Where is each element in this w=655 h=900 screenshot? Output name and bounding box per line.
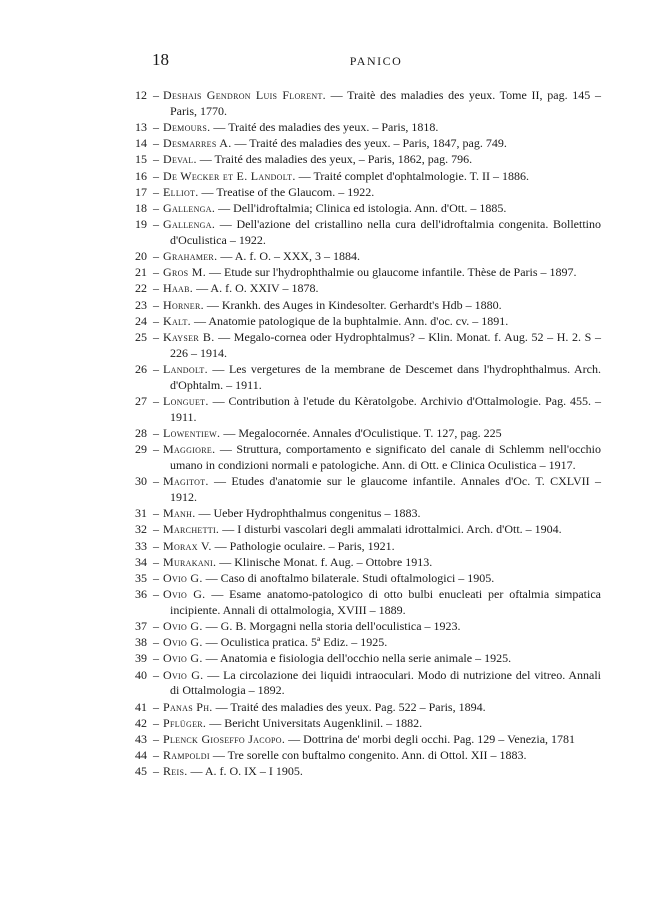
reference-item — [135, 732, 601, 748]
reference-number: 22 — [135, 281, 147, 296]
reference-author: Haab. — [163, 281, 194, 296]
reference-dash: – — [153, 442, 159, 457]
reference-author: Landolt. — [163, 362, 208, 377]
reference-number: 35 — [135, 570, 147, 585]
reference-text: — Dell'idroftalmia; Clinica ed istologia. Ann. d'Ott. – 1885. — [215, 200, 507, 215]
reference-text: — Klinische Monat. f. Aug. – Ottobre 1913. — [216, 554, 433, 569]
reference-text: — Traité des maladies des yeux. – Paris, 1847, pag. 749. — [231, 136, 507, 151]
reference-dash: – — [153, 538, 159, 553]
reference-dash: – — [153, 587, 159, 602]
reference-number: 17 — [135, 184, 147, 199]
reference-dash: – — [153, 200, 159, 215]
reference-dash: – — [153, 249, 159, 264]
reference-text: — Contribution à l'etude du Kèratolgobe. Archivio d'Ottalmologie. Pag. 455. – 1911. — [170, 394, 601, 424]
reference-number: 14 — [135, 136, 147, 151]
reference-number: 45 — [135, 764, 147, 779]
reference-dash: – — [153, 217, 159, 232]
reference-item — [135, 539, 601, 555]
reference-dash: – — [153, 570, 159, 585]
reference-dash: – — [153, 425, 159, 440]
page-number: 18 — [152, 50, 169, 69]
reference-item — [135, 748, 601, 764]
reference-author: Magitot. — [163, 474, 209, 489]
reference-author: Demours. — [163, 119, 211, 134]
reference-author: Lowentiew. — [163, 425, 221, 440]
reference-dash: – — [153, 119, 159, 134]
reference-number: 19 — [135, 217, 147, 232]
reference-number: 25 — [135, 330, 147, 345]
reference-author: Gallenga. — [163, 200, 216, 215]
reference-author: Pflüger. — [163, 715, 207, 730]
reference-text: — Megalocornée. Annales d'Oculistique. T. 127, pag. 225 — [220, 425, 502, 440]
reference-text: — A. f. O. IX – I 1905. — [187, 764, 303, 779]
reference-number: 42 — [135, 715, 147, 730]
reference-text: — Krankh. des Auges in Kindesolter. Gerhardt's Hdb – 1880. — [203, 297, 502, 312]
reference-item — [135, 700, 601, 716]
reference-author: Elliot. — [163, 184, 199, 199]
reference-number: 33 — [135, 538, 147, 553]
reference-item — [135, 217, 601, 249]
reference-author: Marchetti. — [163, 522, 220, 537]
reference-author: Gros M. — [163, 265, 206, 280]
reference-text: — A. f. O. XXIV – 1878. — [193, 281, 319, 296]
reference-number: 44 — [135, 748, 147, 763]
reference-item — [135, 330, 601, 362]
reference-item — [135, 88, 601, 120]
reference-text: — Traitè des maladies des yeux. Tome II, pag. 145 – Paris, 1770. — [170, 88, 601, 118]
reference-author: Grahamer. — [163, 249, 218, 264]
reference-dash: – — [153, 168, 159, 183]
reference-text: — Traité complet d'ophtalmologie. T. II – 1886. — [295, 168, 530, 183]
reference-author: Ovio G. — [163, 667, 204, 682]
reference-item — [135, 668, 601, 700]
page-header — [152, 50, 600, 74]
reference-dash: – — [153, 731, 159, 746]
reference-item — [135, 426, 601, 442]
reference-author: Ovio G. — [163, 619, 203, 634]
reference-item — [135, 619, 601, 635]
reference-number: 13 — [135, 119, 147, 134]
reference-text: — Traité des maladies des yeux. Pag. 522 – Paris, 1894. — [212, 699, 486, 714]
reference-dash: – — [153, 330, 159, 345]
reference-number: 20 — [135, 249, 147, 264]
reference-dash: – — [153, 764, 159, 779]
reference-item — [135, 265, 601, 281]
reference-number: 18 — [135, 200, 147, 215]
reference-item — [135, 522, 601, 538]
reference-dash: – — [153, 651, 159, 666]
reference-number: 32 — [135, 522, 147, 537]
reference-item — [135, 764, 601, 780]
reference-item — [135, 249, 601, 265]
reference-dash: – — [153, 88, 159, 102]
reference-text: — Etude sur l'hydrophthalmie ou glaucome infantile. Thèse de Paris – 1897. — [206, 265, 577, 280]
reference-author: Ovio G. — [163, 651, 203, 666]
reference-text: — Esame anatomo-patologico di otto bulbi enucleati per oftalmia simpatica incipiente. Annali di ottalmologia, XVIII – 1889. — [170, 587, 601, 617]
reference-item — [135, 136, 601, 152]
reference-item — [135, 651, 601, 667]
reference-dash: – — [153, 522, 159, 537]
reference-author: Desmarres A. — [163, 136, 232, 151]
reference-dash: – — [153, 715, 159, 730]
reference-number: 12 — [135, 88, 147, 102]
reference-text: — Traité des maladies des yeux. – Paris, 1818. — [210, 119, 439, 134]
reference-dash: – — [153, 362, 159, 377]
reference-dash: – — [153, 136, 159, 151]
reference-dash: – — [153, 619, 159, 634]
reference-author: Reis. — [163, 764, 188, 779]
reference-text: — La circolazione dei liquidi intraoculari. Modo di nutrizione del vitreo. Annali di Ottalmologia – 1892. — [170, 667, 602, 698]
reference-text: — Treatise of the Glaucom. – 1922. — [198, 184, 375, 199]
reference-dash: – — [153, 313, 159, 328]
reference-text: — Oculistica pratica. 5ª Ediz. – 1925. — [202, 635, 388, 650]
reference-number: 38 — [135, 635, 147, 650]
reference-author: Kayser B. — [163, 330, 215, 345]
reference-author: Plenck Gioseffo Jacopo. — [163, 731, 286, 746]
reference-item — [135, 474, 601, 506]
reference-item — [135, 298, 601, 314]
reference-dash: – — [153, 297, 159, 312]
reference-dash: – — [153, 748, 159, 763]
reference-author: Manh. — [163, 506, 196, 521]
reference-dash: – — [153, 474, 159, 489]
reference-dash: – — [153, 265, 159, 280]
reference-author: De Wecker et E. Landolt. — [163, 168, 296, 183]
reference-number: 40 — [135, 667, 147, 682]
reference-item — [135, 442, 601, 474]
reference-number: 26 — [135, 362, 147, 377]
reference-author: Longuet. — [163, 394, 209, 408]
reference-item — [135, 314, 601, 330]
reference-author: Ovio G. — [163, 587, 206, 602]
reference-item — [135, 201, 601, 217]
reference-number: 29 — [135, 442, 147, 457]
reference-number: 15 — [135, 152, 147, 167]
reference-item — [135, 635, 601, 651]
reference-dash: – — [153, 394, 159, 408]
reference-author: Gallenga. — [163, 217, 216, 232]
reference-text: — Caso di anoftalmo bilaterale. Studi oftalmologici – 1905. — [202, 570, 495, 585]
reference-item — [135, 120, 601, 136]
reference-item — [135, 169, 601, 185]
reference-number: 43 — [135, 731, 147, 746]
reference-text: — Struttura, comportamento e significato del canale di Schlemm nell'occhio umano in condizioni normali e patologiche. Ann. di Ott. e Clinica Oculistica – 1917. — [170, 442, 601, 472]
reference-number: 28 — [135, 425, 147, 440]
reference-item — [135, 185, 601, 201]
reference-text: — G. B. Morgagni nella storia dell'oculistica – 1923. — [202, 619, 461, 634]
reference-dash: – — [153, 184, 159, 199]
reference-number: 37 — [135, 619, 147, 634]
reference-text: — I disturbi vascolari degli ammalati idrottalmici. Arch. d'Ott. – 1904. — [219, 522, 562, 537]
reference-text: — Anatomia e fisiologia dell'occhio nella serie animale – 1925. — [202, 651, 512, 666]
reference-text: — Pathologie oculaire. – Paris, 1921. — [211, 538, 395, 553]
reference-number: 41 — [135, 699, 147, 714]
reference-author: Maggiore. — [163, 442, 216, 457]
reference-text: — Ueber Hydrophthalmus congenitus – 1883. — [195, 506, 421, 521]
reference-text: — Dell'azione del cristallino nella cura dell'idroftalmia congenita. Bollettino d'Oculistica – 1922. — [170, 217, 601, 247]
reference-number: 34 — [135, 554, 147, 569]
reference-dash: – — [153, 699, 159, 714]
reference-author: Murakani. — [163, 554, 217, 569]
reference-number: 21 — [135, 265, 147, 280]
reference-number: 30 — [135, 474, 147, 489]
reference-text: — Etudes d'anatomie sur le glaucome infantile. Annales d'Oc. T. CXLVII – 1912. — [170, 474, 601, 504]
reference-item — [135, 281, 601, 297]
reference-dash: – — [153, 667, 159, 682]
reference-text: — Tre sorelle con buftalmo congenito. Ann. di Ottol. XII – 1883. — [209, 748, 527, 763]
reference-author: Horner. — [163, 297, 204, 312]
reference-item — [135, 716, 601, 732]
reference-text: — Dottrina de' morbi degli occhi. Pag. 129 – Venezia, 1781 — [285, 731, 576, 746]
reference-author: Rampoldi — [163, 748, 210, 763]
reference-text: — A. f. O. – XXX, 3 – 1884. — [217, 249, 361, 264]
reference-text: — Bericht Universitats Augenklinil. – 1882. — [206, 715, 423, 730]
reference-dash: – — [153, 635, 159, 650]
reference-item — [135, 362, 601, 394]
reference-number: 36 — [135, 587, 147, 602]
reference-author: Deval. — [163, 152, 197, 167]
reference-text: — Megalo-cornea oder Hydrophtalmus? – Klin. Monat. f. Aug. 52 – H. 2. S – 226 – 1914. — [170, 330, 601, 360]
reference-dash: – — [153, 152, 159, 167]
reference-author: Ovio G. — [163, 635, 203, 650]
reference-item — [135, 506, 601, 522]
running-title: PANICO — [349, 54, 403, 68]
reference-item — [135, 152, 601, 168]
reference-list — [135, 88, 601, 781]
reference-author: Ovio G. — [163, 570, 203, 585]
reference-number: 23 — [135, 297, 147, 312]
reference-item — [135, 394, 601, 426]
reference-number: 39 — [135, 651, 147, 666]
reference-dash: – — [153, 506, 159, 521]
reference-number: 31 — [135, 506, 147, 521]
reference-item — [135, 571, 601, 587]
reference-dash: – — [153, 281, 159, 296]
reference-text: — Les vergetures de la membrane de Descemet dans l'hydrophthalmus. Arch. d'Ophtalm. – 1911. — [170, 362, 601, 392]
reference-item — [135, 587, 601, 619]
reference-number: 24 — [135, 313, 147, 328]
reference-number: 27 — [135, 394, 147, 408]
reference-item — [135, 555, 601, 571]
reference-number: 16 — [135, 168, 147, 183]
reference-author: Panas Ph. — [163, 699, 213, 714]
reference-author: Kalt. — [163, 313, 191, 328]
reference-author: Morax V. — [163, 538, 212, 553]
reference-author: Deshais Gendron Luis Florent. — [163, 88, 326, 102]
reference-text: — Traité des maladies des yeux, – Paris, 1862, pag. 796. — [196, 152, 473, 167]
reference-dash: – — [153, 554, 159, 569]
reference-text: — Anatomie patologique de la buphtalmie. Ann. d'oc. cv. – 1891. — [190, 313, 509, 328]
